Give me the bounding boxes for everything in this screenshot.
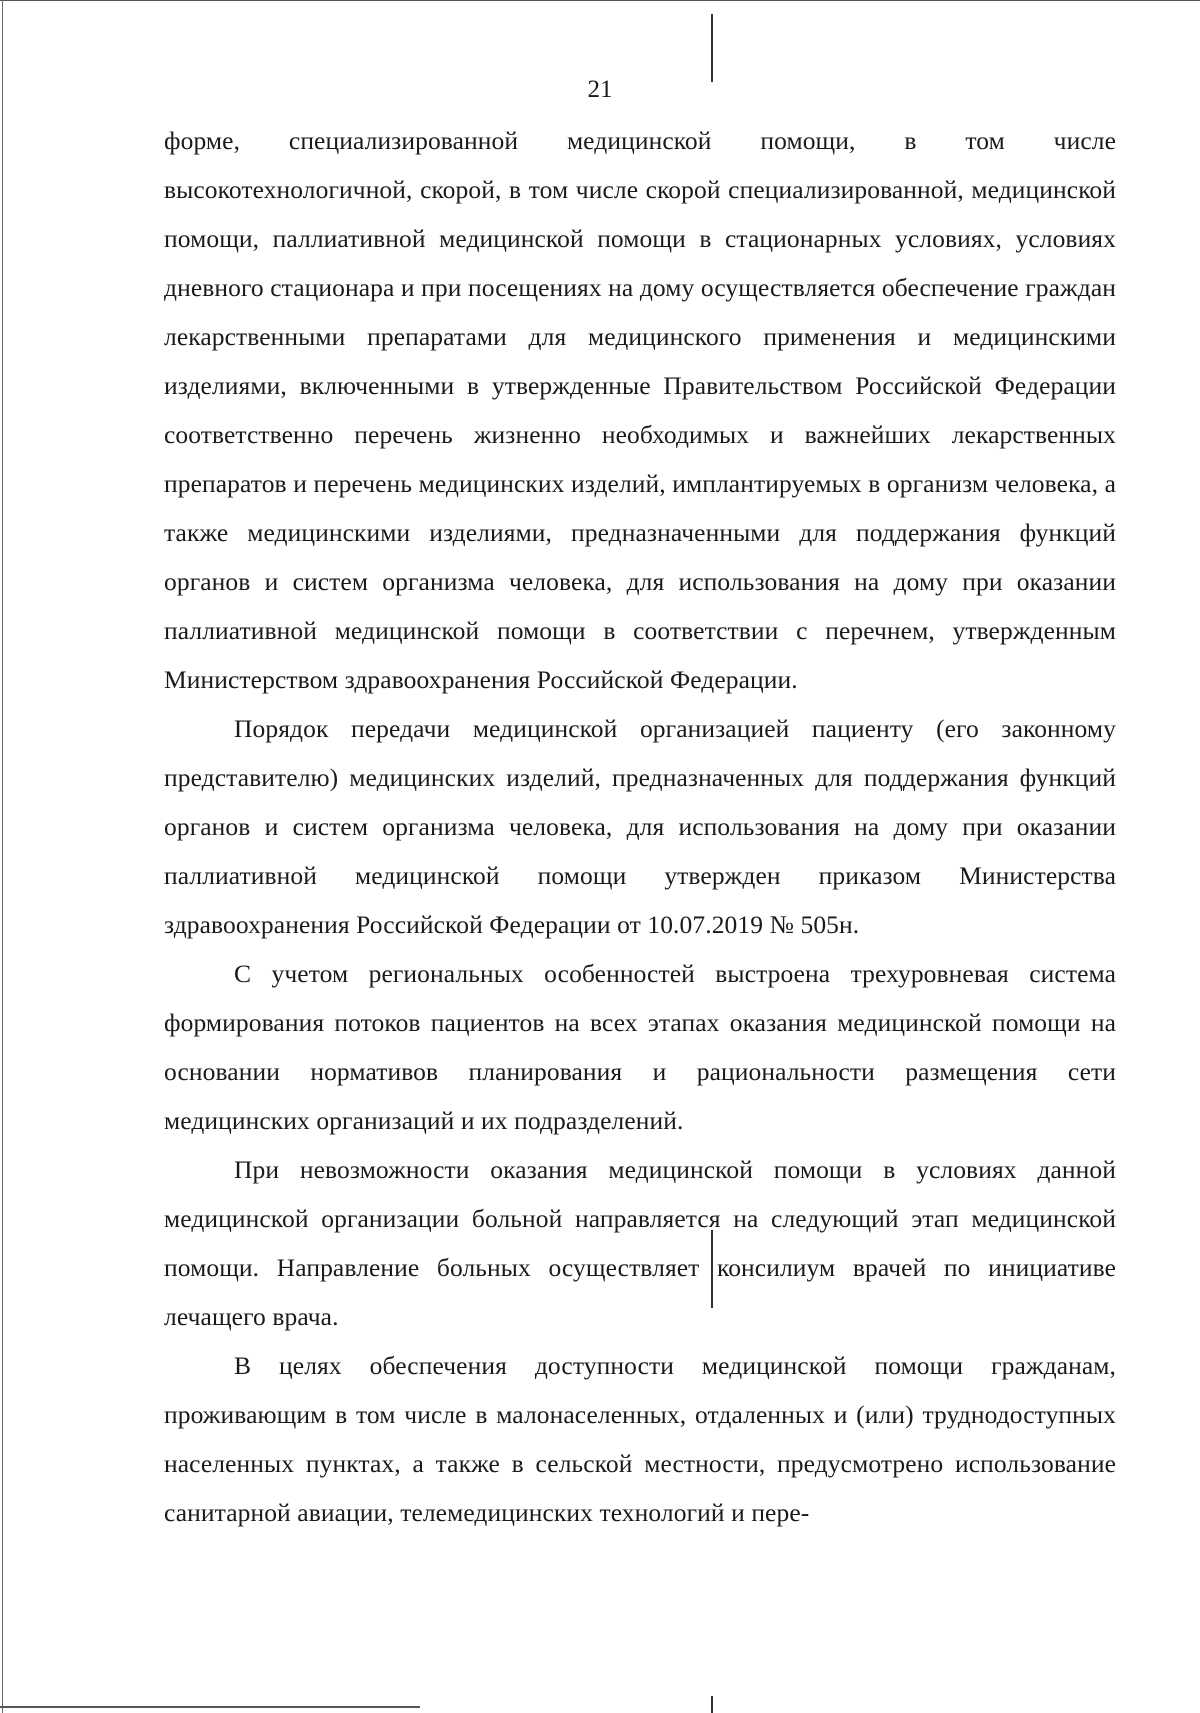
document-body [164,116,1116,1537]
scan-edge-left [2,0,3,1713]
staple-mark-bottom [711,1696,713,1713]
paragraph-device-transfer-order: Порядок передачи медицинской организацией пациенту (его законному представителю) медицинских изделий, предназначенных для поддержания функций органов и систем организма человека, для использования на дому при оказании паллиативной медицинской помощи утвержден приказом Министерства здравоохранения Российской Федерации от 10.07.2019 № 505н. [164,714,1116,939]
paragraph-continuation: форме, специализированной медицинской помощи, в том числе высокотехнологичной, скорой, в том числе скорой специализированной, медицинской помощи, паллиативной медицинской помощи в стационарных условиях, условиях дневного стационара и при посещениях на дому осуществляется обеспечение граждан лекарственными препаратами для медицинского применения и медицинскими изделиями, включенными в утвержденные Правительством Российской Федерации соответственно перечень жизненно необходимых и важнейших лекарственных препаратов и перечень медицинских изделий, имплантируемых в организм человека, а также медицинскими изделиями, предназначенными для поддержания функций органов и систем организма человека, для использования на дому при оказании паллиативной медицинской помощи в соответствии с перечнем, утвержденным Министерством здравоохранения Российской Федерации. [164,126,1116,694]
page-number: 21 [587,76,613,103]
scan-edge-bottom [0,1706,420,1708]
staple-mark-top [711,14,713,82]
paragraph-three-level-system: С учетом региональных особенностей выстроена трехуровневая система формирования потоков пациентов на всех этапах оказания медицинской помощи на основании нормативов планирования и рациональности размещения сети медицинских организаций и их подразделений. [164,959,1116,1135]
paragraph-referral: При невозможности оказания медицинской помощи в условиях данной медицинской организации больной направляется на следующий этап медицинской помощи. Направление больных осуществляет консилиум врачей по инициативе лечащего врача. [164,1155,1116,1331]
scan-edge-top [0,0,1200,1]
paragraph-accessibility: В целях обеспечения доступности медицинской помощи гражданам, проживающим в том числе в малонаселенных, отдаленных и (или) труднодоступных населенных пунктах, а также в сельской местности, предусмотрено использование санитарной авиации, телемедицинских технологий и пере- [164,1351,1116,1527]
